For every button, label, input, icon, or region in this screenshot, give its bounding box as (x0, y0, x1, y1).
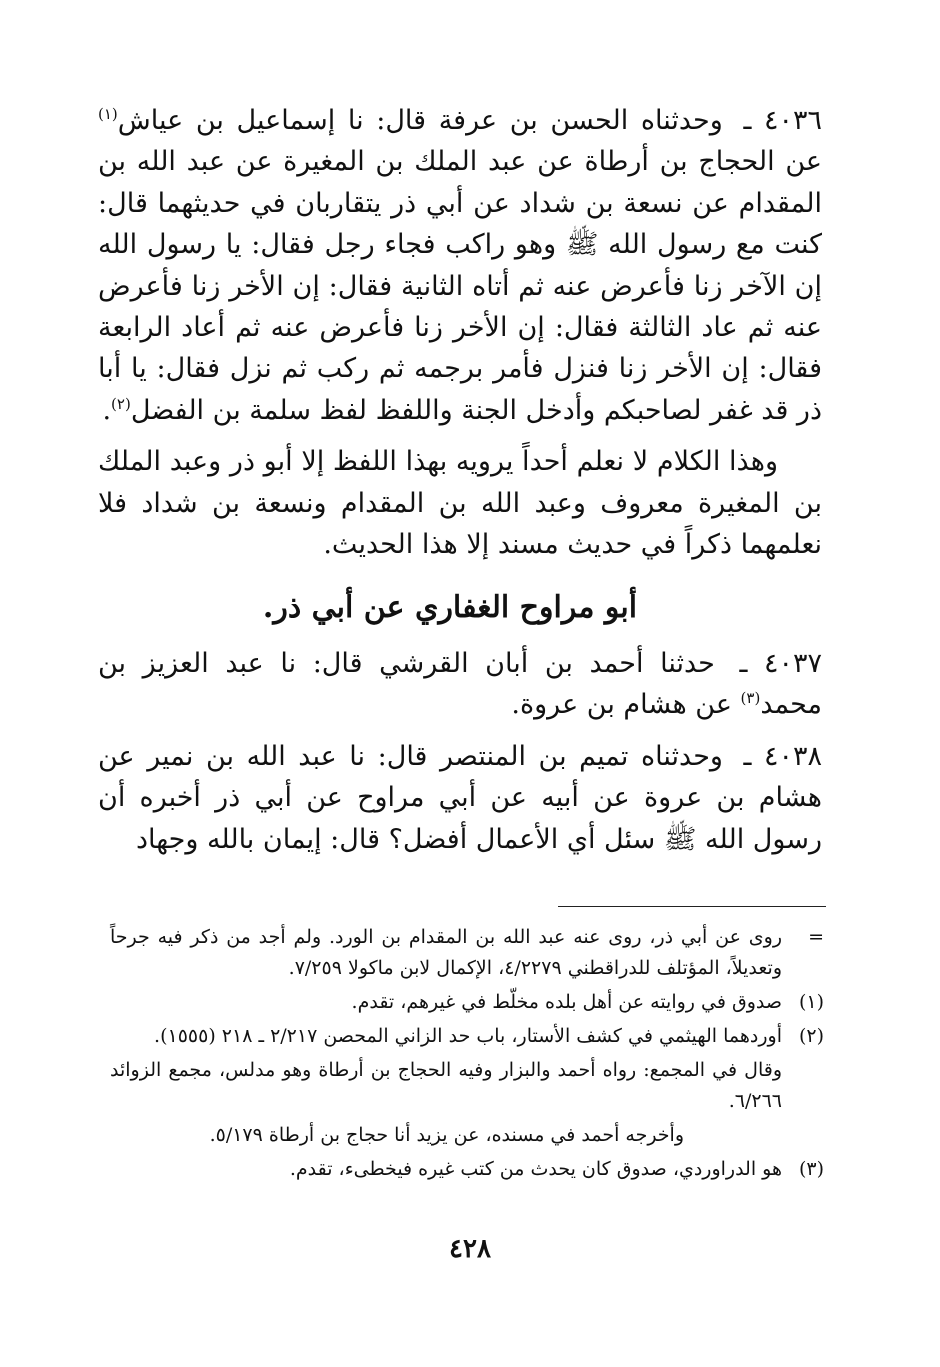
footnote-mark: (٢) (798, 1025, 824, 1047)
main-text (98, 100, 822, 870)
footnote-ref: (٣) (740, 689, 761, 708)
hadith-text: حدثنا أحمد بن أبان القرشي قال: نا عبد العزيز بن محمد (98, 647, 822, 721)
hadith-text: عن هشام بن عروة. (511, 689, 732, 721)
footnote-text: وقال في المجمع: رواه أحمد والبزار وفيه الحجاج بن أرطاة وهو مدلس، مجمع الزوائد ٦/٢٦٦. (110, 1059, 782, 1112)
footnote-2-continued (110, 1120, 824, 1151)
page-number: ٤٢٨ (449, 1234, 491, 1264)
commentary-paragraph: وهذا الكلام لا نعلم أحداً يرويه بهذا اللفظ إلا أبو ذر وعبد الملك بن المغيرة معروف وعبد الله بن المقدام ونسعة بن شداد فلا نعلمهما ذكراً في حديث مسند إلا هذا الحديث. (98, 446, 822, 561)
footnotes (110, 922, 824, 1188)
footnote-ref: (١) (98, 105, 118, 123)
footnote-continued (110, 922, 824, 984)
footnote-text: روى عن أبي ذر، روى عنه عبد الله بن المقدام بن الورد. ولم أجد من ذكر فيه جرحاً وتعديلاً، المؤتلف للدراقطني ٤/٢٢٧٩، الإكمال لابن ماكولا ٧/٢٥٩. (110, 926, 782, 979)
hadith-number: ٤٠٣٧ ـ (739, 647, 822, 679)
hadith-4037 (98, 643, 822, 726)
hadith-text: وحدثناه الحسن بن عرفة قال: نا إسماعيل بن عياش (117, 105, 723, 136)
footnote-mark: = (808, 926, 824, 948)
hadith-end: . (102, 394, 112, 426)
footnote-ref: (٢) (111, 394, 131, 413)
hadith-4038 (98, 736, 822, 860)
footnote-mark: (١) (798, 991, 824, 1013)
footnote-text: هو الدراوردي، صدوق كان يحدث من كتب غيره فيخطىء، تقدم. (289, 1158, 782, 1180)
footnote-2-continued (110, 1055, 824, 1117)
hadith-4036 (98, 100, 822, 431)
footnote-3 (110, 1154, 824, 1185)
footnote-divider (558, 906, 826, 907)
hadith-number: ٤٠٣٦ ـ (743, 105, 822, 136)
footnote-text: أوردهما الهيثمي في كشف الأستار، باب حد الزاني المحصن ٢/٢١٧ ـ ٢١٨ (١٥٥٥). (154, 1025, 782, 1047)
hadith-text: وحدثناه تميم بن المنتصر قال: نا عبد الله بن نمير عن هشام بن عروة عن أبيه عن أبي مراوح عن أبي ذر أخبره أن رسول الله ﷺ سئل أي الأعمال أفضل؟ قال: إيمان بالله وجهاد (98, 740, 822, 855)
hadith-number: ٤٠٣٨ ـ (743, 740, 822, 772)
footnote-text: وأخرجه أحمد في مسنده، عن يزيد أنا حجاج بن أرطاة ٥/١٧٩. (209, 1124, 684, 1146)
footnote-2 (110, 1021, 824, 1052)
footnote-1 (110, 987, 824, 1018)
hadith-text: عن الحجاج بن أرطاة عن عبد الملك بن المغيرة عن عبد الله بن المقدام عن نسعة بن شداد عن أبي ذر يتقاربان في حديثهما قال: كنت مع رسول الله ﷺ وهو راكب فجاء رجل فقال: يا رسول الله إن الآخر زنا فأعرض عنه ثم أتاه الثانية فقال: إن الأخر زنا فأعرض عنه ثم عاد الثالثة فقال: إن الأخر زنا فأعرض عنه ثم أعاد الرابعة فقال: إن الأخر زنا فنزل فأمر برجمه ثم ركب ثم نزل فقال: يا أبا ذر قد غفر لصاحبكم وأدخل الجنة واللفظ لفظ سلمة بن الفضل (98, 146, 822, 426)
footnote-text: صدوق في روايته عن أهل بلده مخلّط في غيرهم، تقدم. (351, 991, 782, 1013)
section-heading: أبو مراوح الغفاري عن أبي ذر. (262, 590, 638, 626)
footnote-mark: (٣) (798, 1158, 824, 1180)
